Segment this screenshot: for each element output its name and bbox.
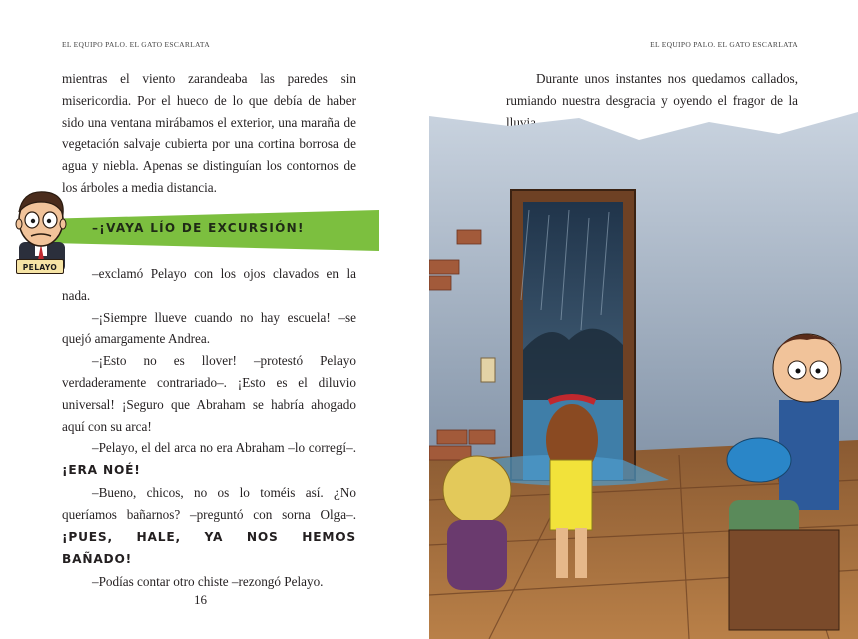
text-block-bottom [62, 263, 356, 593]
speech-banner-text: –¡VAYA LÍO DE EXCURSIÓN! [92, 221, 305, 235]
shout-text: ¡PUES, HALE, YA NOS HEMOS BAÑADO! [62, 529, 356, 567]
paragraph: –¡Esto no es llover! –protestó Pelayo verdaderamente contrariado–. ¡Esto es el diluvio universal! ¡Seguro que Abraham se habría ahogado aquí con su arca! [62, 353, 356, 434]
paragraph: –exclamó Pelayo con los ojos clavados en la nada. [62, 266, 356, 303]
speaker-label: PELAYO [16, 259, 64, 274]
paragraph: Durante unos instantes nos quedamos callados, rumiando nuestra desgracia y oyendo el fragor de la lluvia. [506, 71, 798, 130]
paragraph: –Podías contar otro chiste –rezongó Pelayo. [92, 574, 324, 590]
text-block-top [62, 68, 356, 199]
right-page [429, 0, 858, 639]
paragraph [62, 482, 356, 571]
paragraph: –¡Siempre llueve cuando no hay escuela! –se quejó amargamente Andrea. [62, 309, 356, 347]
paragraph-text: –Bueno, chicos, no os lo toméis así. ¿No queríamos bañarnos? –preguntó con sorna Olga–. [62, 484, 356, 522]
page-number: 16 [194, 592, 207, 607]
running-head-left: EL EQUIPO PALO. EL GATO ESCARLATA [62, 40, 210, 49]
paragraph-text: –Pelayo, el del arca no era Abraham –lo corregí–. [92, 440, 356, 456]
storm-illustration [429, 100, 858, 639]
shout-text: ¡ERA NOÉ! [62, 463, 141, 478]
paragraph: mientras el viento zarandeaba las paredes sin misericordia. Por el hueco de lo que debía de haber sido una ventana mirábamos el exterior, una maraña de vegetación salvaje cubierta por una cortina borrosa de agua y niebla. Apenas se distinguían los contornos de los árboles a media distancia. [62, 71, 356, 195]
running-head-right: EL EQUIPO PALO. EL GATO ESCARLATA [650, 40, 798, 49]
paragraph [62, 437, 356, 482]
